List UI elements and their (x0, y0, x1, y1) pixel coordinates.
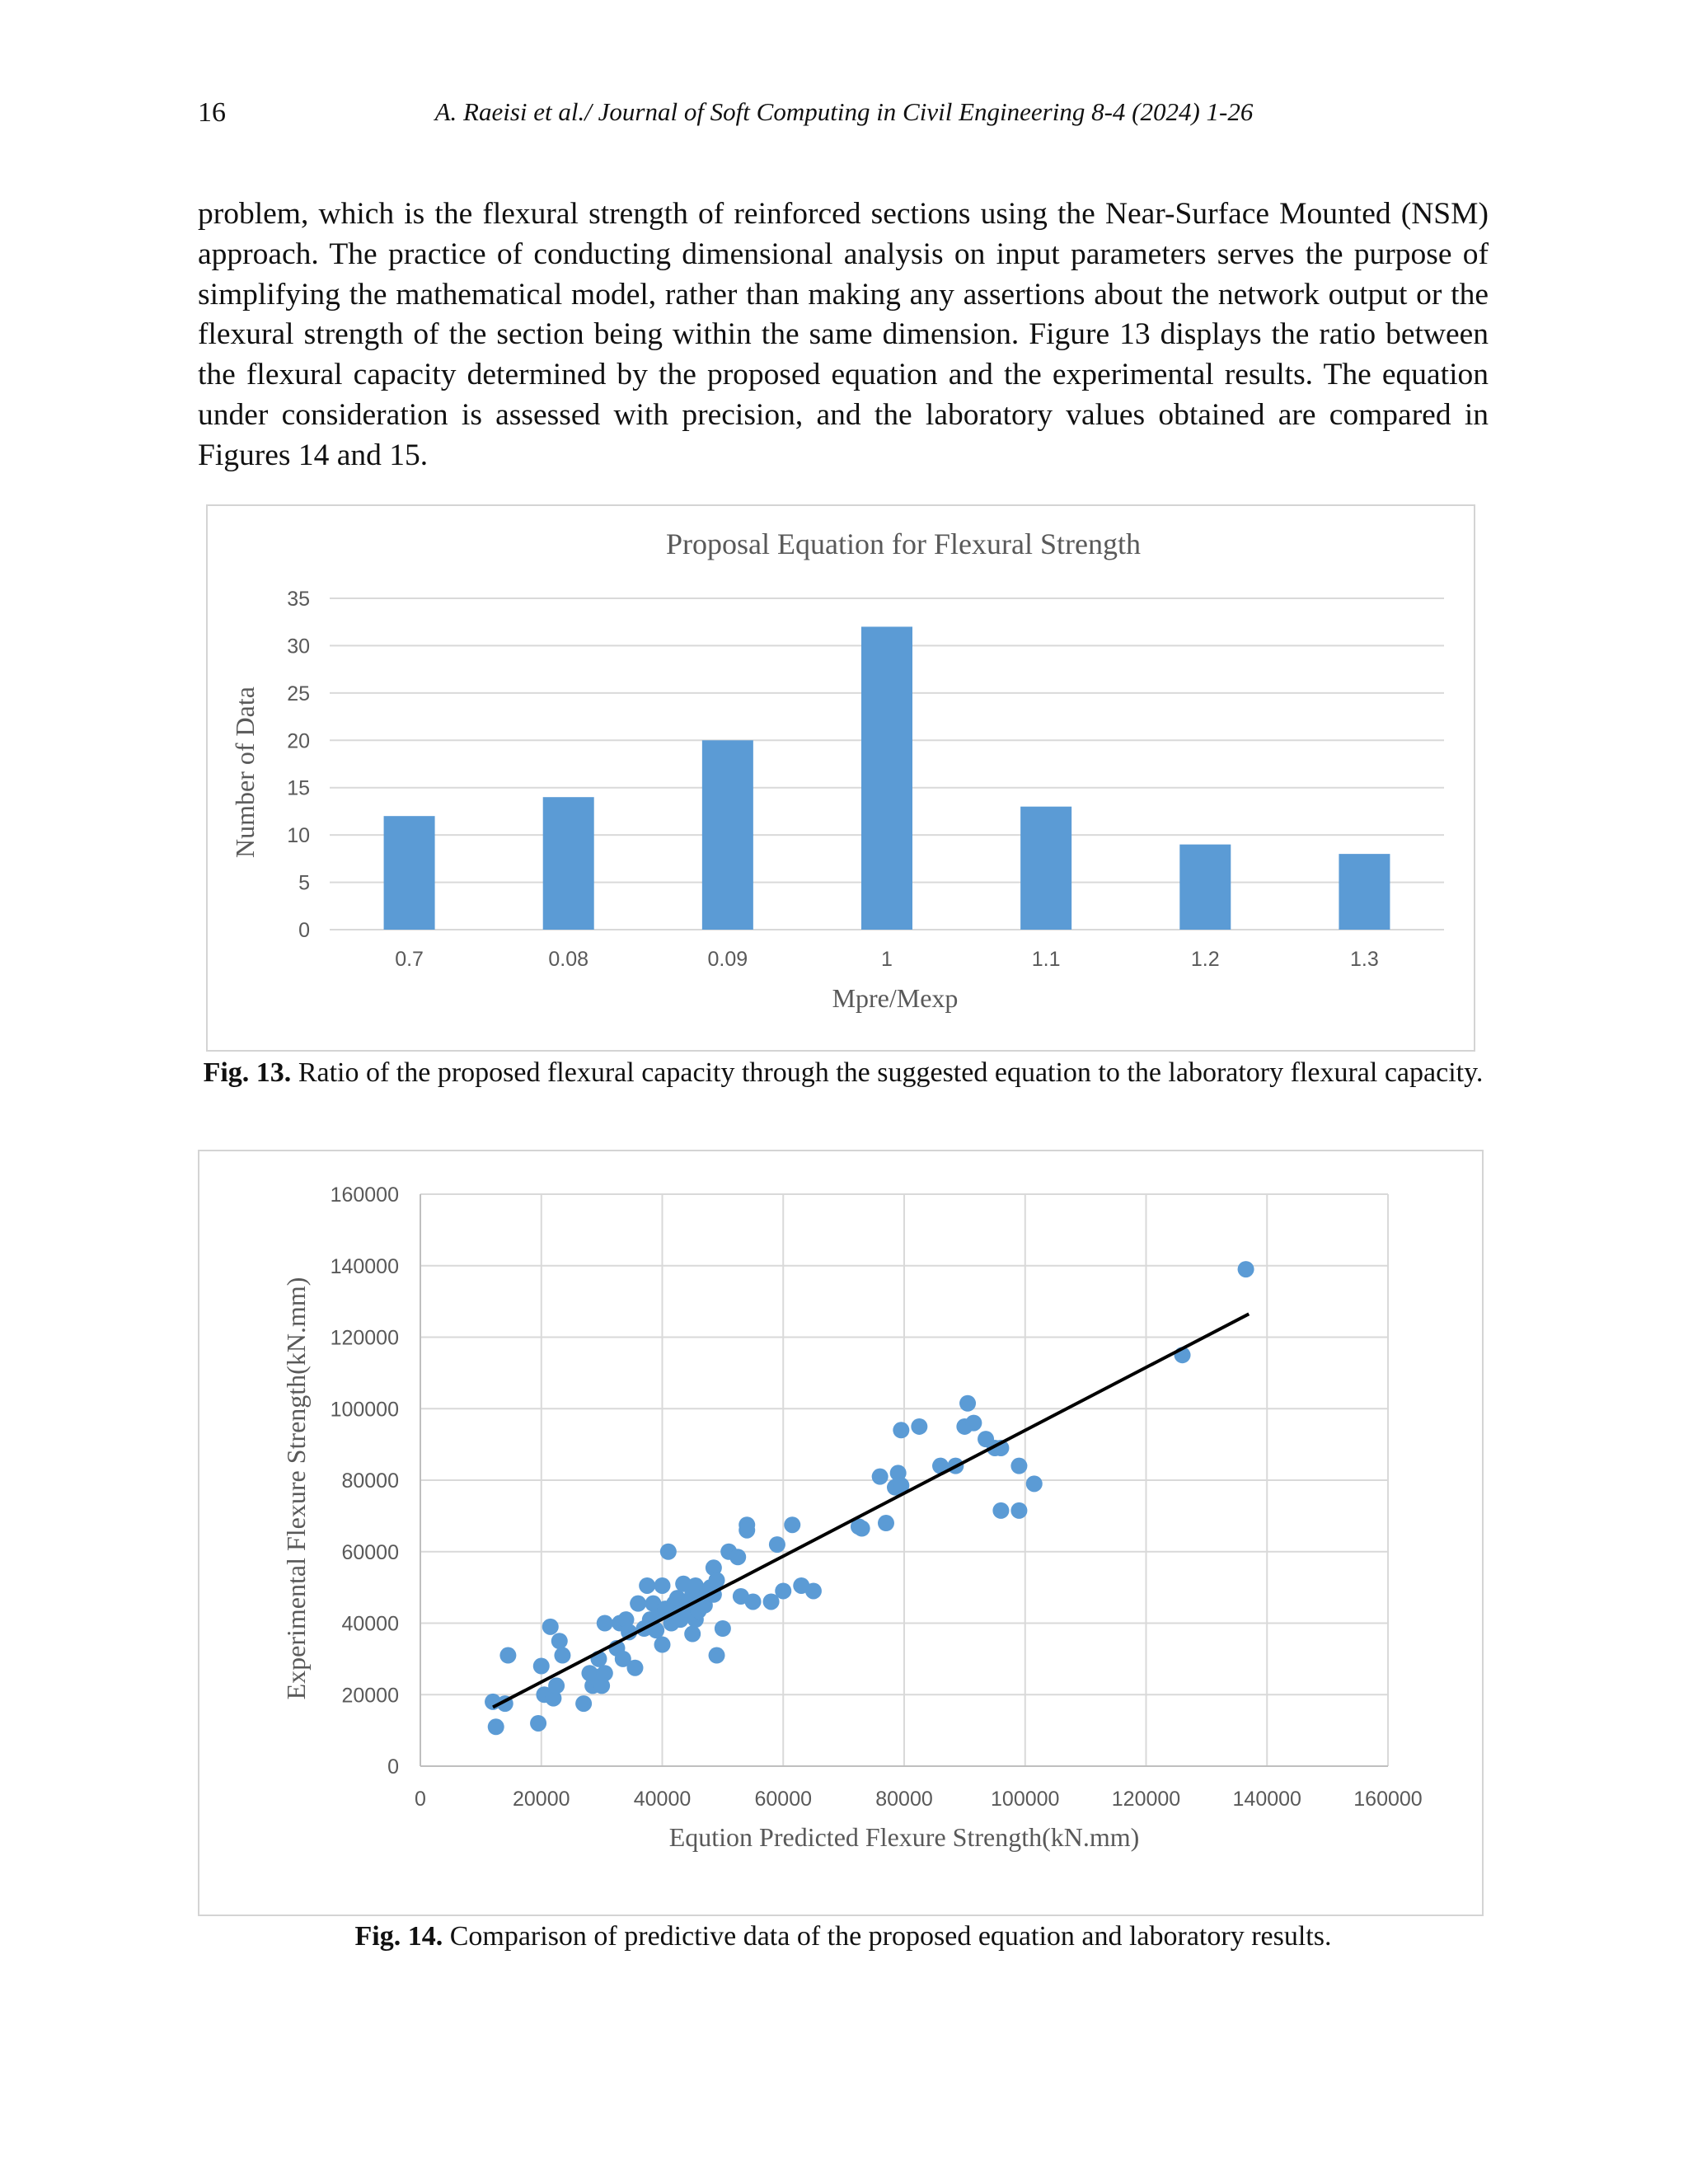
y-axis-label: Experimental Flexure Strength(kN.mm) (281, 1277, 311, 1700)
data-point-64 (738, 1522, 755, 1539)
y-tick-label: 80000 (341, 1469, 399, 1493)
y-axis-label: Number of Data (230, 687, 260, 858)
figure-13-caption (198, 1057, 1489, 1090)
data-point-11 (554, 1647, 570, 1664)
x-tick-label: 1.1 (1031, 948, 1061, 971)
x-tick-label: 40000 (633, 1788, 692, 1811)
data-point-80 (911, 1418, 927, 1435)
figure-13-caption-text: Ratio of the proposed flexural capacity through the suggested equation to the laboratory flexural capacity. (298, 1057, 1484, 1088)
data-point-84 (959, 1395, 976, 1412)
y-tick-label: 100000 (330, 1398, 399, 1422)
data-point-75 (878, 1515, 894, 1531)
x-tick-label: 120000 (1111, 1788, 1181, 1811)
x-tick-label: 140000 (1232, 1788, 1301, 1811)
figure-13-frame (206, 504, 1475, 1052)
scatter-chart (199, 1151, 1482, 1915)
y-tick-label: 0 (387, 1755, 399, 1779)
x-tick-label: 20000 (512, 1788, 570, 1811)
data-point-1 (488, 1718, 504, 1735)
figure-13-label: Fig. 13. (203, 1057, 292, 1088)
bar-chart (208, 506, 1474, 1050)
x-tick-label: 1.3 (1350, 948, 1379, 971)
data-point-26 (630, 1596, 646, 1612)
y-tick-label: 35 (287, 588, 310, 611)
data-point-68 (775, 1582, 791, 1599)
data-point-28 (639, 1577, 655, 1594)
data-point-69 (784, 1516, 800, 1533)
data-point-65 (745, 1593, 762, 1610)
data-point-85 (965, 1415, 982, 1432)
x-tick-label: 1 (881, 948, 893, 971)
data-point-89 (992, 1502, 1009, 1519)
y-tick-label: 40000 (341, 1612, 399, 1636)
x-tick-label: 0.09 (707, 948, 748, 971)
chart-title: Proposal Equation for Flexural Strength (666, 527, 1141, 560)
running-head: A. Raeisi et al./ Journal of Soft Computing in Civil Engineering 8-4 (2024) 1-26 (434, 97, 1254, 126)
y-tick-label: 15 (287, 776, 310, 800)
y-tick-label: 140000 (330, 1254, 399, 1278)
data-point-12 (575, 1695, 592, 1712)
data-point-33 (654, 1637, 671, 1653)
data-point-3 (499, 1647, 516, 1664)
bar-0.09 (702, 740, 753, 930)
y-tick-label: 160000 (330, 1183, 399, 1207)
y-tick-label: 60000 (341, 1540, 399, 1564)
page-header (0, 97, 1688, 134)
y-tick-label: 20000 (341, 1684, 399, 1708)
data-point-90 (1010, 1458, 1027, 1474)
figure-14-label: Fig. 14. (354, 1921, 443, 1952)
data-point-19 (597, 1615, 613, 1632)
data-point-79 (893, 1422, 909, 1438)
bar-0.7 (384, 816, 435, 930)
x-tick-label: 0.08 (548, 948, 589, 971)
x-axis-label: Mpre/Mexp (832, 983, 959, 1013)
figure-14-caption (198, 1920, 1489, 1953)
data-point-34 (654, 1577, 671, 1594)
data-point-94 (1238, 1261, 1254, 1277)
data-point-36 (660, 1544, 677, 1560)
figure-14-caption-text: Comparison of predictive data of the proposed equation and laboratory results. (449, 1921, 1332, 1952)
data-point-4 (530, 1715, 546, 1732)
data-point-7 (542, 1619, 559, 1635)
x-tick-label: 100000 (991, 1788, 1060, 1811)
page-number: 16 (198, 97, 226, 128)
data-point-18 (597, 1665, 613, 1681)
y-tick-label: 120000 (330, 1326, 399, 1350)
figure-14-frame (198, 1150, 1484, 1916)
bar-0.08 (543, 797, 594, 930)
bar-1.3 (1339, 854, 1390, 930)
data-point-25 (626, 1660, 643, 1676)
x-tick-label: 0.7 (395, 948, 424, 971)
data-point-92 (1026, 1475, 1043, 1492)
data-point-59 (715, 1620, 731, 1637)
x-tick-label: 160000 (1353, 1788, 1423, 1811)
y-tick-label: 25 (287, 682, 310, 705)
data-point-71 (805, 1582, 822, 1599)
data-point-5 (533, 1658, 550, 1675)
x-tick-label: 60000 (754, 1788, 813, 1811)
data-point-46 (684, 1626, 701, 1643)
y-tick-label: 0 (298, 919, 310, 942)
body-paragraph: problem, which is the flexural strength of reinforced sections using the Near-Surface Mounted (NSM) approach. The practice of conducting dimensional analysis on input parameters serves the purpose of simplifying the mathematical model, rather than making any assertions about the network output or the flexural strength of the section being within the same dimension. Figure 13 displays the ratio between the flexural capacity determined by the proposed equation and the experimental results. The equation under consideration is assessed with precision, and the laboratory values obtained are compared in Figures 14 and 15. (198, 197, 1489, 472)
y-tick-label: 30 (287, 635, 310, 658)
bar-1 (861, 626, 912, 930)
x-tick-label: 80000 (875, 1788, 933, 1811)
data-point-91 (1010, 1502, 1027, 1519)
bar-1.2 (1179, 845, 1231, 930)
y-tick-label: 5 (298, 871, 310, 895)
data-point-73 (854, 1521, 870, 1537)
trend-line (493, 1314, 1249, 1707)
data-point-74 (872, 1469, 889, 1485)
data-point-58 (709, 1647, 725, 1664)
data-point-9 (548, 1677, 565, 1694)
bar-1.1 (1020, 807, 1071, 930)
x-tick-label: 1.2 (1190, 948, 1220, 971)
x-tick-label: 0 (415, 1788, 426, 1811)
y-tick-label: 20 (287, 729, 310, 753)
x-axis-label: Eqution Predicted Flexure Strength(kN.mm) (668, 1822, 1140, 1852)
data-point-10 (551, 1633, 568, 1649)
y-tick-label: 10 (287, 824, 310, 848)
data-point-67 (769, 1536, 785, 1553)
data-point-61 (729, 1549, 746, 1565)
